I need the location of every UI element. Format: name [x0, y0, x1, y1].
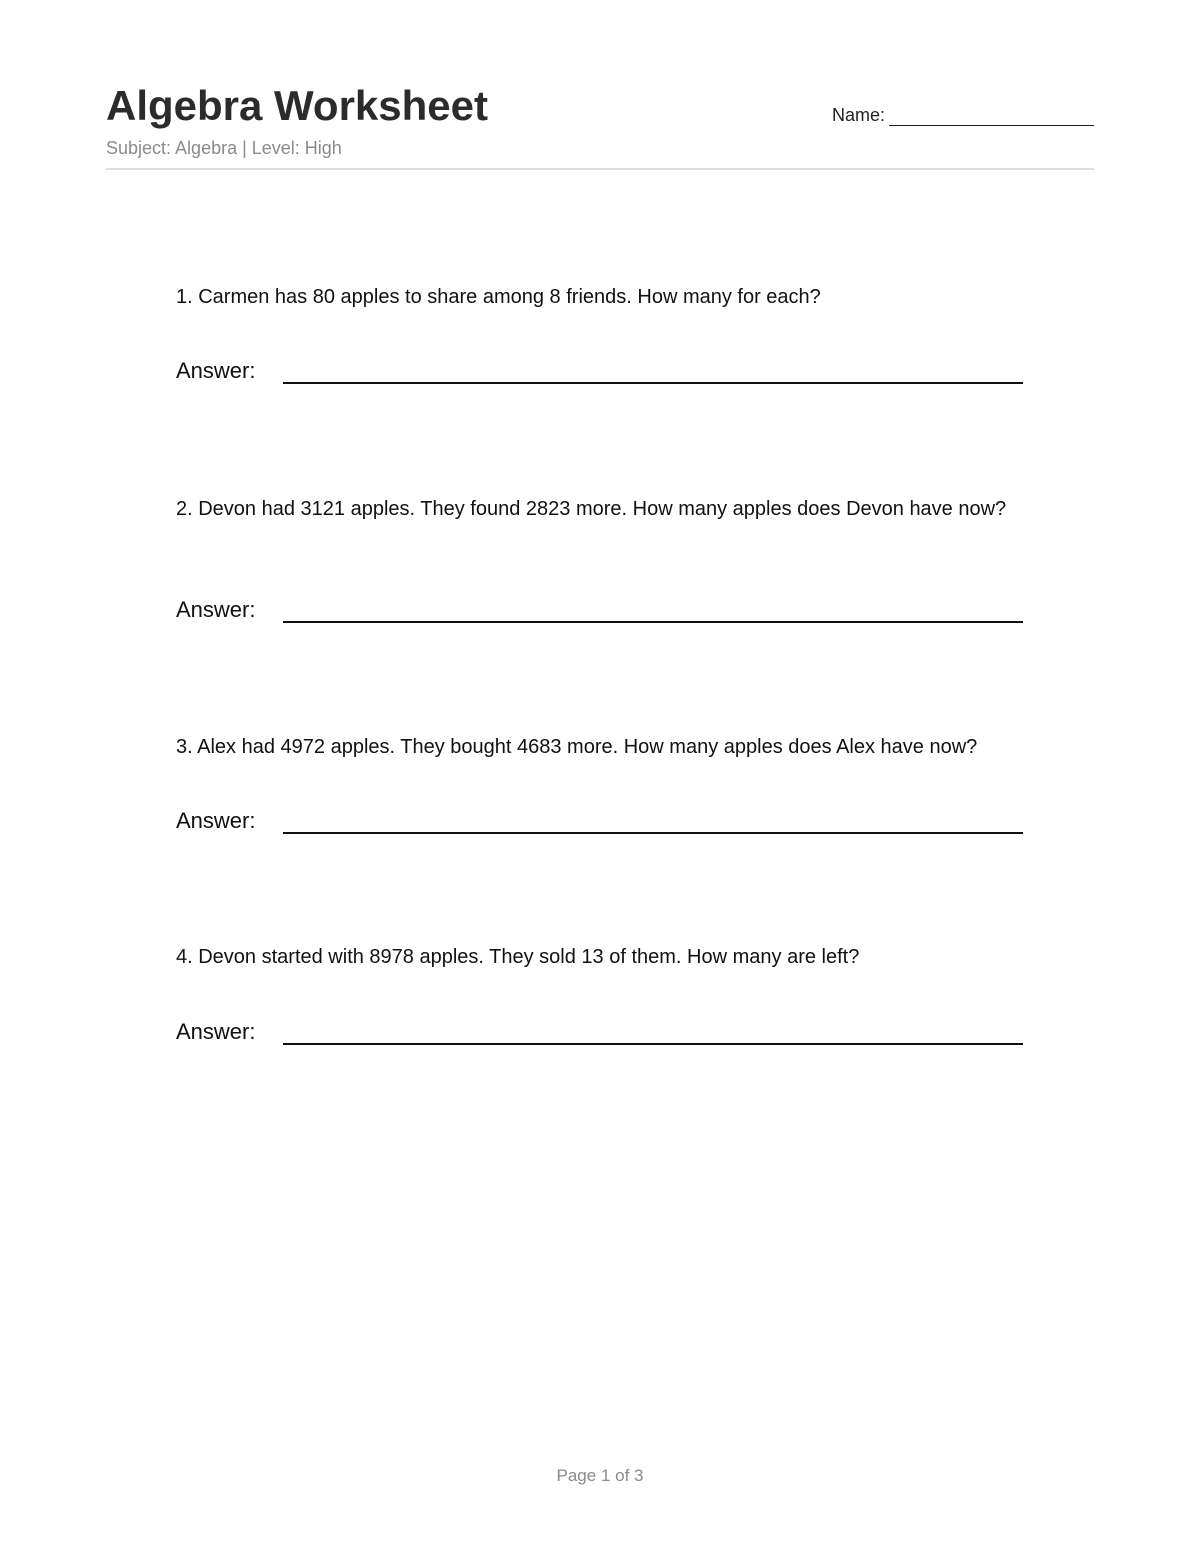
page-number: Page 1 of 3 — [556, 1466, 644, 1485]
answer-row-1 — [176, 358, 1023, 384]
question-4 — [176, 944, 1046, 970]
question-2 — [176, 496, 1046, 522]
page-title: Algebra Worksheet — [106, 82, 488, 129]
answer-label: Answer: — [176, 1019, 256, 1044]
answer-input-line[interactable] — [283, 601, 1023, 623]
answer-label: Answer: — [176, 358, 256, 383]
answer-input-line[interactable] — [283, 362, 1023, 384]
question-text: 1. Carmen has 80 apples to share among 8 friends. How many for each? — [176, 286, 821, 308]
question-1 — [176, 284, 1046, 310]
name-label: Name: — [831, 105, 885, 125]
name-field-block — [832, 104, 1094, 126]
answer-row-4 — [176, 1019, 1023, 1045]
question-text: 2. Devon had 3121 apples. They found 2823 more. How many apples does Devon have now? — [176, 498, 1007, 520]
question-3 — [176, 734, 1046, 760]
answer-row-2 — [176, 597, 1023, 623]
question-text: 3. Alex had 4972 apples. They bought 4683 more. How many apples does Alex have now? — [176, 736, 978, 758]
subject-level-subtitle: Subject: Algebra | Level: High — [106, 138, 342, 158]
answer-input-line[interactable] — [283, 812, 1023, 834]
question-text: 4. Devon started with 8978 apples. They sold 13 of them. How many are left? — [176, 946, 860, 968]
worksheet-header — [106, 82, 1094, 170]
answer-label: Answer: — [176, 597, 256, 622]
answer-label: Answer: — [176, 808, 256, 833]
answer-row-3 — [176, 808, 1023, 834]
answer-input-line[interactable] — [283, 1023, 1023, 1045]
name-input-line[interactable] — [889, 105, 1094, 126]
